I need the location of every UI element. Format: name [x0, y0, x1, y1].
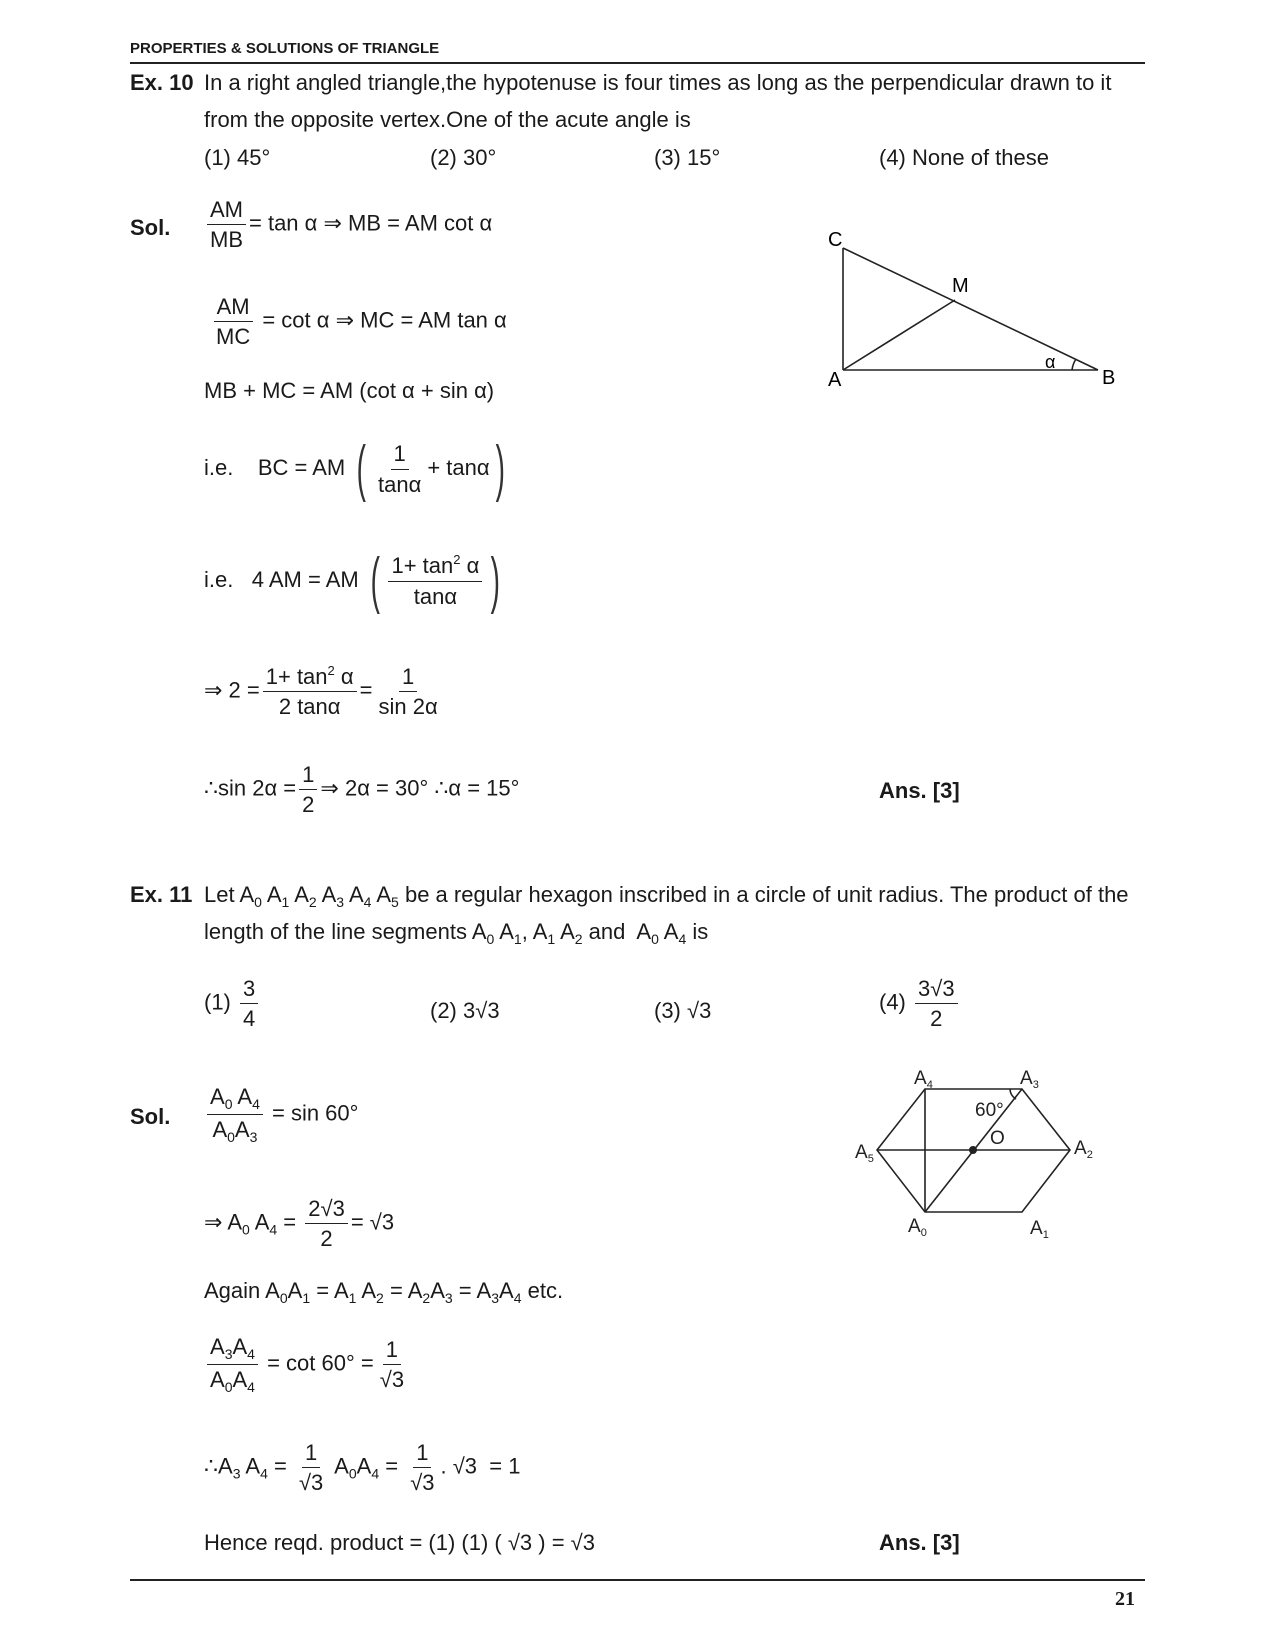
side-cb	[843, 248, 1098, 370]
ex10-label: Ex. 10	[130, 70, 194, 95]
ex10-sol-label: Sol.	[130, 215, 171, 240]
label-alpha: α	[1045, 352, 1056, 372]
ex11-option-2: (2) 3√3	[430, 998, 500, 1023]
ex10-step3: MB + MC = AM (cot α + sin α)	[204, 378, 495, 403]
ex10-answer: Ans. [3]	[879, 778, 960, 803]
ex11-step6: Hence reqd. product = (1) (1) ( √3 ) = √3	[204, 1530, 595, 1555]
label-angle: 60°	[975, 1100, 1004, 1121]
ex11-option-3: (3) √3	[654, 998, 712, 1023]
ex11-question-line2: length of the line segments $A_0$ $A_1$, $A_1$ $A_2$ and $A_0$ $A_4$ is	[204, 919, 709, 947]
center-dot	[969, 1146, 977, 1154]
label-center: O	[990, 1128, 1005, 1149]
ex10-step7: ∴sin 2α = $\frac{1}{2}$ ⇒ 2α = 30° ∴α = 15°	[204, 762, 520, 818]
ex11-option-1: (1) $\frac{3}{4}$	[204, 976, 261, 1032]
ex11-step5: $\therefore A_3$ $A_4$ = $\frac{1}{√3}$ $A_0A_4$ = $\frac{1}{√3}$ . √3 = 1	[204, 1440, 521, 1496]
ex11-question-line1: Let $A_0$ $A_1$ $A_2$ $A_3$ $A_4$ $A_5$ be a regular hexagon inscribed in a circle of unit radius. The product of the	[204, 882, 1129, 910]
ex11-step1: $\frac{A_0 A_4}{A_0A_3}$ = sin 60°	[204, 1084, 358, 1145]
ex10-step2: $\frac{AM}{MC}$ = cot α ⇒ MC = AM tan α	[210, 294, 507, 350]
ex10-question-line1: In a right angled triangle,the hypotenuse is four times as long as the perpendicular drawn to it	[204, 70, 1112, 95]
ex11-option-4: (4) $\frac{3√3}{2}$	[879, 976, 961, 1032]
ex10-step5: i.e. 4 AM = AM ( $\frac{1+ \tan^2 \alpha}{\tan\alpha}$ )	[204, 546, 501, 615]
label-m: M	[952, 275, 969, 297]
ex11-label: Ex. 11	[130, 882, 193, 907]
ex10-step4: i.e. BC = AM ( $\frac{1}{\tan\alpha}$ + tanα)	[204, 434, 505, 503]
ex11-step4: $\frac{A_3A_4}{A_0A_4}$ = cot 60° = $\frac{1}{√3}$	[204, 1334, 410, 1395]
label-a1: $A_1$	[1030, 1218, 1049, 1241]
label-b: B	[1102, 367, 1116, 389]
ex11-step3: Again $A_0A_1 = A_1$ $A_2 = A_2A_3 = A_3A_4$ etc.	[204, 1278, 564, 1306]
ex11-answer: Ans. [3]	[879, 1530, 960, 1555]
segment-am	[843, 300, 955, 370]
label-a0: $A_0$	[908, 1216, 927, 1239]
label-a2: $A_2$	[1074, 1138, 1093, 1161]
label-a4: $A_4$	[914, 1068, 933, 1091]
ex10-option-3: (3) 15°	[654, 145, 721, 170]
angle-arc	[1010, 1089, 1016, 1099]
page-number: 21	[1115, 1588, 1135, 1610]
ex11-step2: ⇒ $A_0$ $A_4$ = $\frac{2√3}{2}$ = √3	[204, 1196, 395, 1252]
footer-rule	[130, 1579, 1145, 1581]
label-a: A	[828, 369, 842, 391]
header-rule	[130, 62, 1145, 64]
ex10-step1: $\frac{AM}{MB}$ = tan α ⇒ MB = AM cot α	[204, 197, 492, 253]
ex10-option-4: (4) None of these	[879, 145, 1049, 170]
page-header: PROPERTIES & SOLUTIONS OF TRIANGLE	[130, 40, 440, 57]
label-a3: $A_3$	[1020, 1068, 1039, 1091]
label-c: C	[828, 229, 843, 251]
label-a5: $A_5$	[855, 1142, 874, 1165]
ex11-sol-label: Sol.	[130, 1104, 171, 1129]
ex10-step6: ⇒ 2 = $\frac{1+ \tan^2 \alpha}{2 \tan\alpha}$ = $\frac{1}{\sin 2\alpha}$	[204, 663, 438, 720]
ex10-option-2: (2) 30°	[430, 145, 497, 170]
angle-arc	[1072, 359, 1076, 370]
ex10-option-1: (1) 45°	[204, 145, 271, 170]
ex10-question-line2: from the opposite vertex.One of the acute angle is	[204, 107, 691, 132]
ex11-hexagon-figure	[840, 1062, 1120, 1242]
ex10-triangle-figure	[820, 228, 1120, 398]
